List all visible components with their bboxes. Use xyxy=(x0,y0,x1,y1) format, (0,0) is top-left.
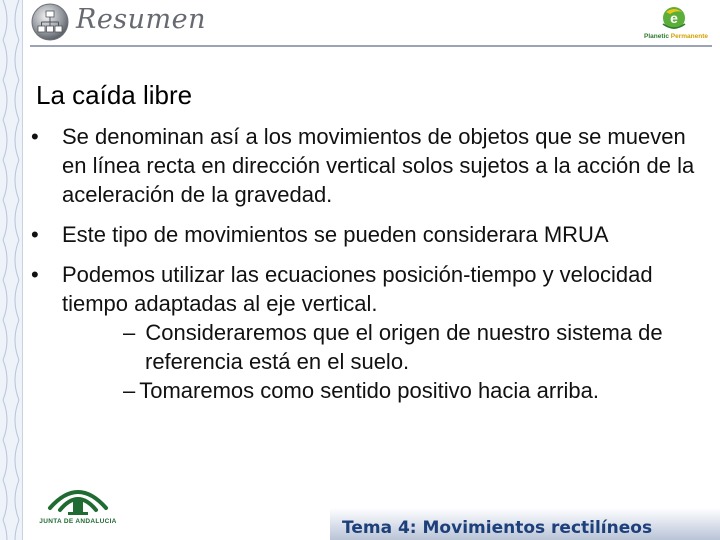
program-logo-label xyxy=(636,33,716,40)
svg-text:e: e xyxy=(670,10,678,26)
dash-marker-icon: – xyxy=(123,378,136,403)
bullet-text: Este tipo de movimientos se pueden considerara MRUA xyxy=(62,222,609,247)
sub-bullet-text: Tomaremos como sentido positivo hacia arriba. xyxy=(139,378,600,403)
decorative-border xyxy=(0,0,23,540)
program-logo-icon xyxy=(636,4,716,34)
sub-bullet-text: Consideraremos que el origen de nuestro sistema de referencia está en el suelo. xyxy=(145,320,663,374)
border-pattern-icon xyxy=(0,0,22,540)
bullet-marker-icon: • xyxy=(31,124,39,149)
header-divider xyxy=(30,45,712,47)
sitemap-icon xyxy=(30,2,70,42)
junta-emblem-icon xyxy=(38,478,118,518)
footer-topic: Tema 4: Movimientos rectilíneos xyxy=(342,518,653,538)
header-title: Resumen xyxy=(76,4,207,35)
program-logo-word-2: Permanente xyxy=(670,33,708,40)
bullet-item xyxy=(28,220,698,249)
junta-label: JUNTA DE ANDALUCIA xyxy=(39,518,117,525)
bullet-marker-icon: • xyxy=(31,222,39,247)
program-logo-word-1: Planetic xyxy=(644,33,669,40)
sub-bullet-item xyxy=(123,318,665,376)
bullet-item xyxy=(28,122,698,209)
program-logo xyxy=(636,4,716,42)
junta-logo xyxy=(38,478,118,532)
dash-marker-icon: – xyxy=(123,320,142,345)
slide-title: La caída libre xyxy=(36,80,193,110)
sub-bullet-item xyxy=(123,376,698,405)
bullet-marker-icon: • xyxy=(31,262,39,287)
bullet-text: Se denominan así a los movimientos de objetos que se mueven en línea recta en dirección vertical solos sujetos a la acción de la aceleración de la gravedad. xyxy=(62,124,695,207)
bullet-text: Podemos utilizar las ecuaciones posición-tiempo y velocidad tiempo adaptadas al eje vertical. xyxy=(62,262,653,316)
slide-content xyxy=(28,122,698,405)
bullet-item xyxy=(28,260,698,318)
